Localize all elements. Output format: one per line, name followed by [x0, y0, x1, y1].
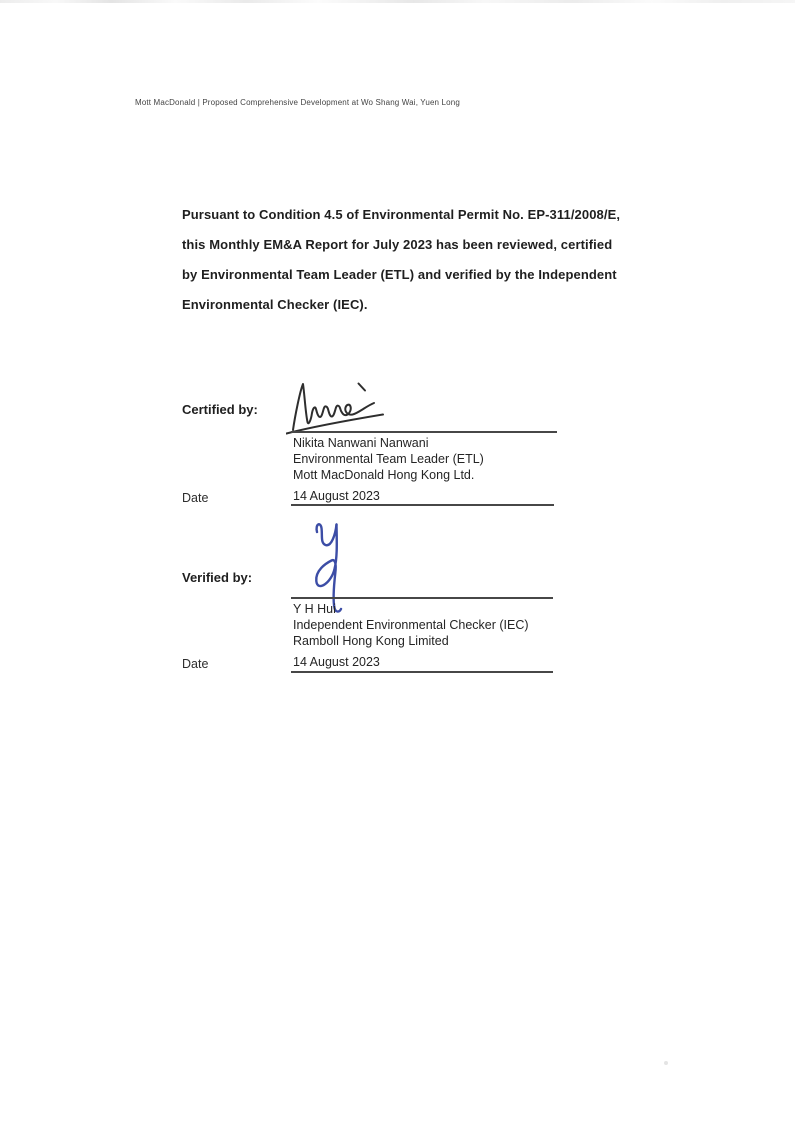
certified-date-value: 14 August 2023: [293, 489, 380, 503]
verified-date-line: [291, 671, 553, 673]
verified-name: Y H Hui: [293, 602, 336, 616]
certified-name: Nikita Nanwani Nanwani: [293, 436, 429, 450]
statement-line: this Monthly EM&A Report for July 2023 has been reviewed, certified: [182, 237, 613, 252]
certified-date-line: [291, 504, 554, 506]
certified-signature-stroke: [287, 384, 384, 434]
statement-line: Environmental Checker (IEC).: [182, 297, 368, 312]
verified-title: Independent Environmental Checker (IEC): [293, 618, 529, 632]
certified-signature-line: [291, 431, 557, 433]
verified-signatory-block: [293, 601, 529, 649]
certification-statement: [182, 200, 632, 320]
verified-company: Ramboll Hong Kong Limited: [293, 634, 449, 648]
page-header: Mott MacDonald | Proposed Comprehensive Development at Wo Shang Wai, Yuen Long: [135, 98, 460, 107]
scan-speck-artifact: [664, 1061, 668, 1065]
certified-date-label: Date: [182, 491, 209, 505]
verified-by-label: Verified by:: [182, 570, 253, 585]
certified-title: Environmental Team Leader (ETL): [293, 452, 484, 466]
certified-signatory-block: [293, 435, 484, 483]
verified-date-label: Date: [182, 657, 209, 671]
statement-line: Pursuant to Condition 4.5 of Environmental Permit No. EP-311/2008/E,: [182, 207, 621, 222]
certified-signature-image: [286, 376, 390, 436]
statement-line: by Environmental Team Leader (ETL) and verified by the Independent: [182, 267, 617, 282]
scan-edge-artifact: [0, 0, 795, 3]
verified-date-value: 14 August 2023: [293, 655, 380, 669]
certified-by-label: Certified by:: [182, 402, 258, 417]
certified-company: Mott MacDonald Hong Kong Ltd.: [293, 468, 475, 482]
verified-signature-line: [291, 597, 553, 599]
